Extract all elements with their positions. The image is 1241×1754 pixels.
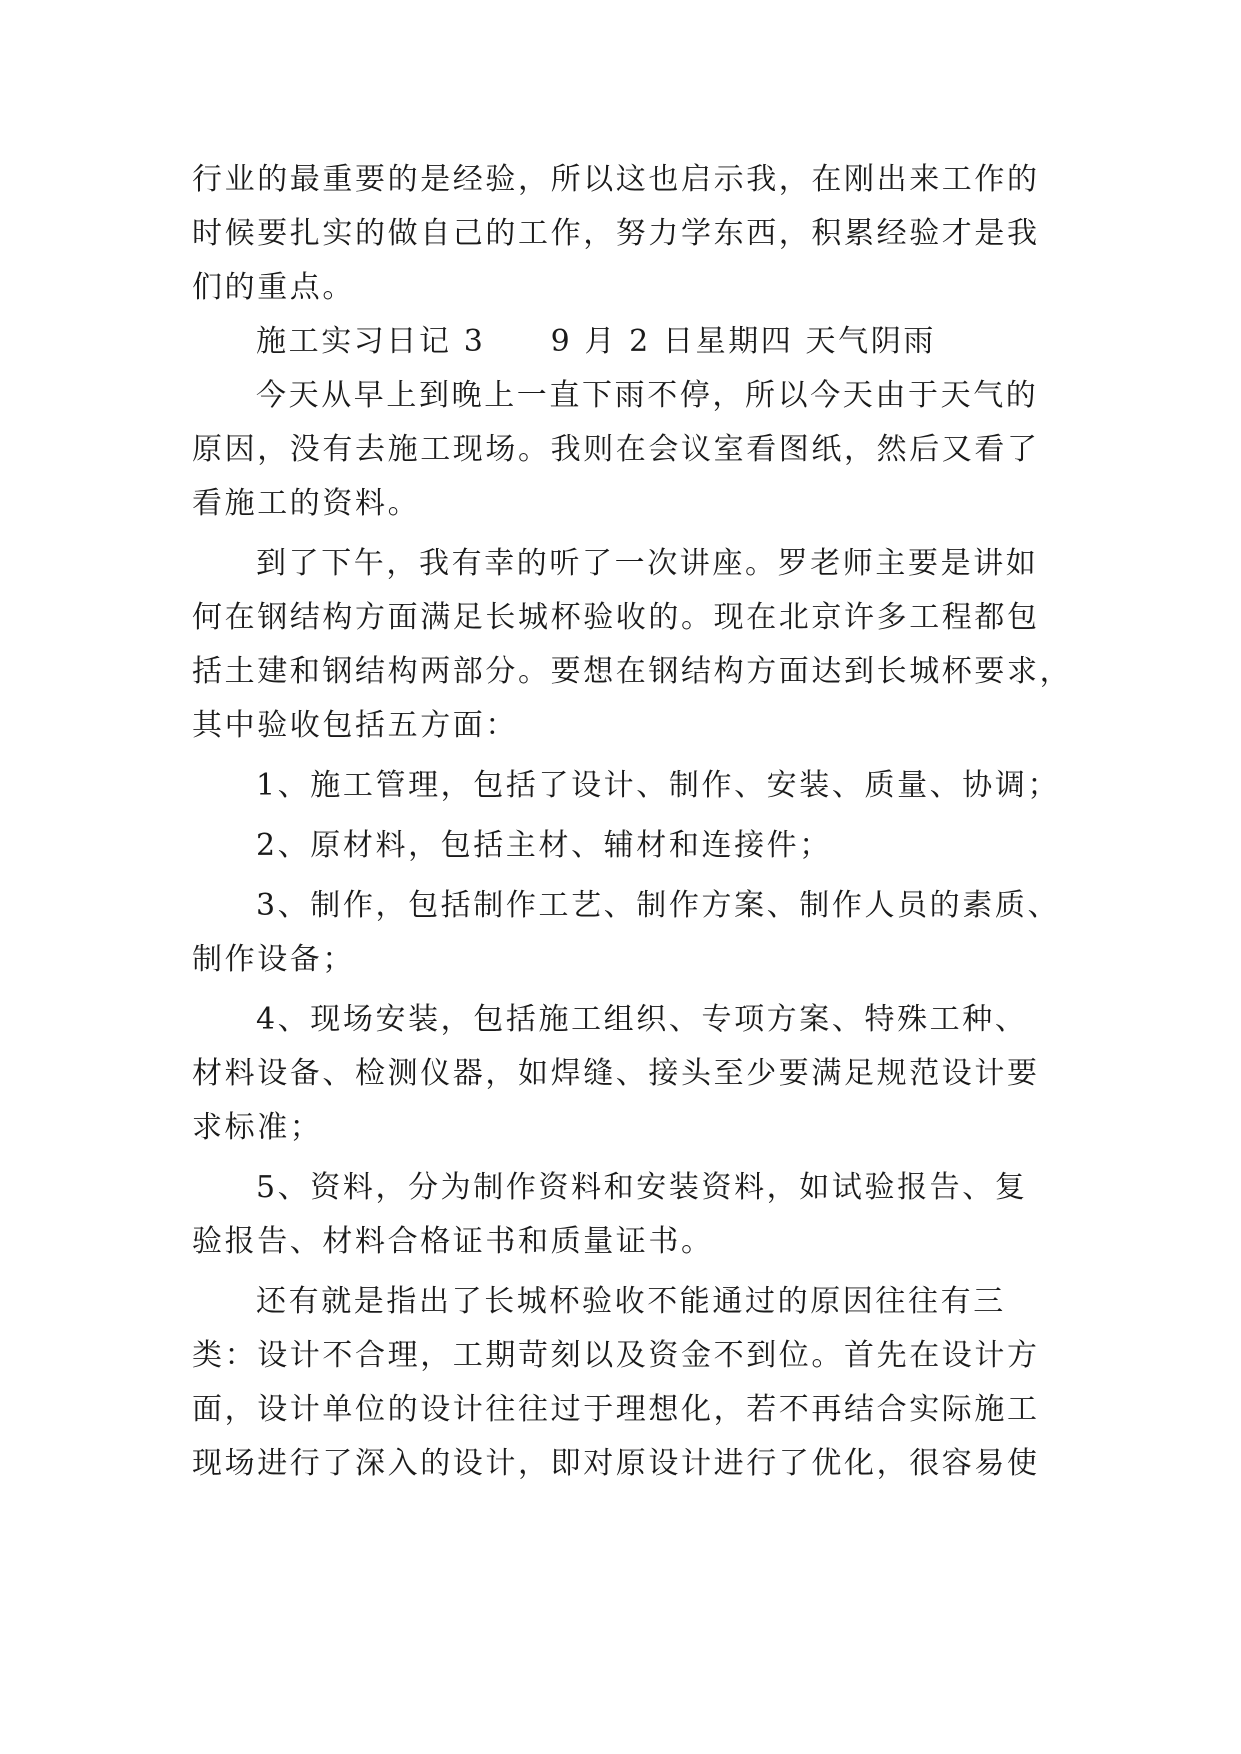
text-line: 括土建和钢结构两部分。要想在钢结构方面达到长城杯要求，	[192, 654, 1073, 689]
text-line: 验报告、材料合格证书和质量证书。	[192, 1224, 714, 1259]
list-item: 2、原材料，包括主材、辅材和连接件；	[256, 828, 832, 863]
text-line: 原因，没有去施工现场。我则在会议室看图纸，然后又看了	[192, 432, 1040, 467]
text-line: 行业的最重要的是经验，所以这也启示我，在刚出来工作的	[192, 162, 1040, 197]
text-line: 制作设备；	[192, 942, 355, 977]
text-line: 到了下午，我有幸的听了一次讲座。罗老师主要是讲如	[256, 546, 1039, 581]
text-line: 何在钢结构方面满足长城杯验收的。现在北京许多工程都包	[192, 600, 1040, 635]
list-item: 4、现场安装，包括施工组织、专项方案、特殊工种、	[256, 1002, 1028, 1037]
list-item: 5、资料，分为制作资料和安装资料，如试验报告、复	[256, 1170, 1028, 1205]
text-line: 面，设计单位的设计往往过于理想化，若不再结合实际施工	[192, 1392, 1040, 1427]
list-item: 1、施工管理，包括了设计、制作、安装、质量、协调；	[256, 768, 1061, 803]
text-line: 今天从早上到晚上一直下雨不停，所以今天由于天气的	[256, 378, 1039, 413]
text-line: 类：设计不合理，工期苛刻以及资金不到位。首先在设计方	[192, 1338, 1040, 1373]
diary-heading: 施工实习日记 3 9 月 2 日星期四 天气阴雨	[256, 324, 936, 359]
text-line: 求标准；	[192, 1110, 323, 1145]
text-line: 材料设备、检测仪器，如焊缝、接头至少要满足规范设计要	[192, 1056, 1040, 1091]
text-line: 还有就是指出了长城杯验收不能通过的原因往往有三	[256, 1284, 1006, 1319]
text-line: 现场进行了深入的设计，即对原设计进行了优化，很容易使	[192, 1446, 1040, 1481]
text-line: 时候要扎实的做自己的工作，努力学东西，积累经验才是我	[192, 216, 1040, 251]
list-item: 3、制作，包括制作工艺、制作方案、制作人员的素质、	[256, 888, 1061, 923]
text-line: 们的重点。	[192, 270, 355, 305]
text-line: 看施工的资料。	[192, 486, 421, 521]
text-line: 其中验收包括五方面：	[192, 708, 518, 743]
